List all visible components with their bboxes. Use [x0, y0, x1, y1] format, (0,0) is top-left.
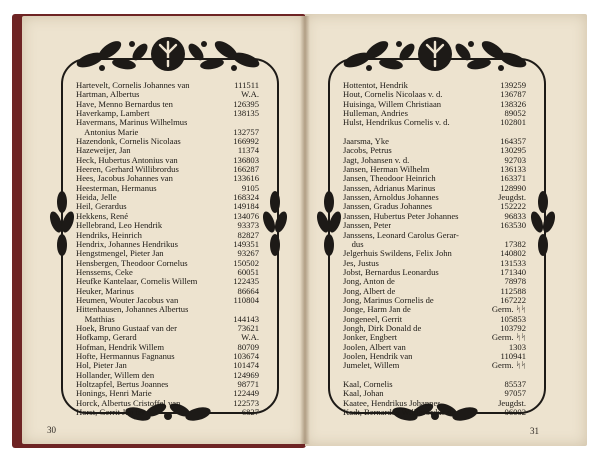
- entry-name: Janssen, Adrianus Marinus: [343, 183, 436, 193]
- right-side-leaf-ornament-icon: [529, 190, 557, 260]
- list-item: [343, 100, 526, 109]
- entry-name: Heuker, Marinus: [76, 286, 134, 296]
- entry-number: 102801: [500, 117, 526, 128]
- entry-name: Hazendonk, Cornelis Nicolaas: [76, 137, 181, 147]
- entry-number: 85537: [504, 379, 526, 389]
- entry-name: Heesterman, Hermanus: [76, 183, 157, 193]
- entry-number: 140802: [500, 248, 526, 259]
- entry-name: Jes, Justus: [343, 258, 379, 268]
- entry-number: 6827: [241, 407, 259, 418]
- entry-number: 80709: [237, 341, 259, 352]
- entry-number: 110804: [233, 294, 259, 305]
- list-item: [343, 146, 526, 155]
- entry-name: Hofte, Hermannus Fagnanus: [76, 351, 175, 361]
- list-item: [343, 399, 526, 408]
- entry-name: Honings, Henri Marie: [76, 389, 152, 399]
- list-item: [76, 315, 259, 324]
- entry-number: 167222: [500, 294, 526, 305]
- entry-name: Janssen, Peter: [343, 221, 392, 231]
- entry-number: 133616: [233, 173, 259, 184]
- list-item: [76, 287, 259, 296]
- list-item: [343, 315, 526, 324]
- list-item: [343, 174, 526, 183]
- list-item: [76, 231, 259, 240]
- entry-name: Hout, Cornelis Nicolaas v. d.: [343, 90, 443, 100]
- list-item: [76, 156, 259, 165]
- entry-number: 128990: [500, 182, 526, 193]
- entry-name: Kaatee, Hendrikus Johannes: [343, 398, 441, 408]
- entry-number: 105853: [500, 313, 526, 324]
- entry-number: 60051: [237, 266, 259, 277]
- entry-number: 101474: [233, 360, 259, 371]
- entry-name: Kaal, Johan: [343, 389, 384, 399]
- entry-name: Hollander, Willem den: [76, 370, 155, 380]
- list-item: [76, 165, 259, 174]
- entry-number: W.A.: [241, 332, 259, 343]
- list-item: [343, 81, 526, 90]
- entry-number: 96833: [504, 210, 526, 221]
- entry-name: Jobst, Bernardus Leonardus: [343, 267, 439, 277]
- entry-name: Jelgerhuis Swildens, Felix John: [343, 249, 452, 259]
- entry-number: 111511: [234, 80, 259, 90]
- list-item: [343, 408, 526, 417]
- entry-name: Jagt, Johansen v. d.: [343, 155, 410, 165]
- list-item: [343, 305, 526, 314]
- entry-number: 92703: [504, 154, 526, 165]
- entry-number: 134076: [233, 210, 259, 221]
- entry-number: 122435: [233, 276, 259, 287]
- list-item: [76, 305, 259, 314]
- entry-number: 78978: [504, 276, 526, 287]
- list-item: [76, 389, 259, 398]
- entry-number: 73621: [237, 322, 259, 333]
- entry-name: Heumen, Wouter Jacobus van: [76, 295, 179, 305]
- list-item: [343, 277, 526, 286]
- list-item: [76, 268, 259, 277]
- entry-name: Have, Menno Bernardus ten: [76, 99, 173, 109]
- list-item: [343, 90, 526, 99]
- list-item: [76, 324, 259, 333]
- entry-number: 93267: [237, 248, 259, 259]
- list-item: [76, 118, 259, 127]
- entry-name: Horck, Albertus Cristoffel van: [76, 398, 181, 408]
- entry-name: Janssen, Hubertus Peter Johannes: [343, 211, 459, 221]
- list-item: [343, 118, 526, 127]
- entry-name: Jansen, Theodoor Heinrich: [343, 174, 436, 184]
- entry-number: 82827: [237, 229, 259, 240]
- list-item: [76, 408, 259, 417]
- book-gutter: [300, 16, 310, 444]
- entry-number: 149184: [233, 201, 259, 212]
- list-item: [76, 399, 259, 408]
- entry-name: Hendriks, Heinrich: [76, 230, 142, 240]
- entry-number: 136133: [500, 164, 526, 175]
- list-item: [76, 361, 259, 370]
- entry-name: Hofman, Hendrik Willem: [76, 342, 165, 352]
- entry-number: 149351: [233, 238, 259, 249]
- entry-name: Hulleman, Andries: [343, 109, 408, 119]
- entry-number: 163371: [500, 173, 526, 184]
- entry-name: Holtzapfel, Bertus Joannes: [76, 380, 169, 389]
- entry-name: Jansen, Herman Wilhelm: [343, 165, 430, 175]
- entry-number: 144143: [233, 313, 259, 324]
- entry-number: 138135: [233, 108, 259, 119]
- entry-name: Joolen, Hendrik van: [343, 351, 413, 361]
- entry-number: 06002: [504, 407, 526, 418]
- entry-number: 98771: [237, 379, 259, 389]
- right-name-list: [343, 81, 526, 417]
- list-item: [343, 137, 526, 146]
- entry-number: 103792: [500, 322, 526, 333]
- entry-name: Hellebrand, Leo Hendrik: [76, 221, 163, 231]
- entry-name: dus: [343, 239, 364, 249]
- left-side-leaf-ornament-icon: [48, 190, 76, 260]
- entry-name: Kaal, Cornelis: [343, 380, 393, 389]
- entry-name: Jong, Anton de: [343, 277, 395, 287]
- entry-number: 86664: [237, 285, 259, 296]
- entry-number: 97057: [504, 388, 526, 399]
- entry-name: Jonker, Engbert: [343, 333, 398, 343]
- entry-name: Jacobs, Petrus: [343, 146, 392, 156]
- list-item: [343, 259, 526, 268]
- entry-number: 126395: [233, 98, 259, 109]
- list-item: [76, 109, 259, 118]
- list-item: [76, 249, 259, 258]
- entry-name: Henssems, Ceke: [76, 267, 133, 277]
- entry-name: Heida, Jelle: [76, 193, 117, 203]
- entry-name: Heeren, Gerhard Willibrordus: [76, 165, 179, 175]
- right-page-number: 31: [530, 426, 539, 436]
- entry-number: 110941: [500, 350, 526, 361]
- list-item: [76, 371, 259, 380]
- list-item: [343, 343, 526, 352]
- entry-name: Janssen, Gradus Johannes: [343, 202, 433, 212]
- list-item: [76, 296, 259, 305]
- list-item: [76, 137, 259, 146]
- entry-name: Antonius Marie: [76, 127, 139, 137]
- entry-number: 89052: [504, 108, 526, 119]
- entry-number: 112588: [500, 285, 526, 296]
- list-item: [76, 212, 259, 221]
- entry-name: Hottentot, Hendrik: [343, 81, 408, 90]
- entry-number: 1303: [508, 341, 526, 352]
- entry-number: 93373: [237, 220, 259, 231]
- list-item: [76, 90, 259, 99]
- left-page-number: 30: [47, 425, 56, 435]
- list-item: [76, 240, 259, 249]
- list-item: [76, 343, 259, 352]
- list-item: [76, 81, 259, 90]
- list-item: [76, 193, 259, 202]
- list-item: [76, 146, 259, 155]
- entry-number: Jeugdst.: [498, 397, 526, 408]
- entry-name: Hartman, Albertus: [76, 90, 140, 100]
- list-gap: [343, 128, 526, 137]
- entry-number: 124969: [233, 369, 259, 380]
- right-page-left-leaf-ornament-icon: [315, 190, 343, 260]
- entry-name: Janssens, Leonard Carolus Gerar-: [343, 230, 459, 240]
- entry-name: Hensbergen, Theodoor Cornelus: [76, 258, 188, 268]
- entry-number: 103674: [233, 350, 259, 361]
- list-gap: [343, 371, 526, 380]
- entry-name: Hees, Jacobus Johannes van: [76, 174, 173, 184]
- entry-name: Matthias: [76, 314, 115, 324]
- list-item: [76, 221, 259, 230]
- entry-name: Hittenhausen, Johannes Albertus: [76, 305, 189, 315]
- list-item: [343, 380, 526, 389]
- list-item: [76, 259, 259, 268]
- entry-number: 136803: [233, 154, 259, 165]
- entry-number: Germ. ᛋᛋ: [491, 332, 526, 343]
- list-item: [343, 212, 526, 221]
- entry-number: 9105: [241, 182, 259, 193]
- entry-number: 11374: [237, 145, 259, 156]
- entry-name: Heufke Kantelaar, Cornelis Willem: [76, 277, 198, 287]
- entry-number: 171340: [500, 266, 526, 277]
- entry-name: Huisinga, Willem Christiaan: [343, 99, 442, 109]
- entry-number: W.A.: [241, 89, 259, 100]
- entry-number: 166287: [233, 164, 259, 175]
- list-item: [76, 100, 259, 109]
- entry-name: Hol, Pieter Jan: [76, 361, 127, 371]
- list-item: [76, 277, 259, 286]
- list-item: [76, 128, 259, 137]
- entry-number: 168324: [233, 192, 259, 203]
- entry-name: Joolen, Albert van: [343, 342, 406, 352]
- entry-name: Hendrix, Johannes Hendrikus: [76, 239, 178, 249]
- entry-name: Hazeweijer, Jan: [76, 146, 131, 156]
- left-name-list: [76, 81, 259, 417]
- entry-number: 150502: [233, 257, 259, 268]
- list-item: [76, 174, 259, 183]
- entry-name: Jonge, Harm Jan de: [343, 305, 411, 315]
- entry-number: 136787: [500, 89, 526, 100]
- entry-name: Hengstmengel, Pieter Jan: [76, 249, 164, 259]
- list-item: [343, 202, 526, 211]
- entry-number: 130295: [500, 145, 526, 156]
- entry-name: Haverkamp, Lambert: [76, 109, 150, 119]
- entry-number: 122573: [233, 397, 259, 408]
- entry-number: Germ. ᛋᛋ: [491, 360, 526, 371]
- entry-name: Janssen, Arnoldus Johannes: [343, 193, 439, 203]
- list-item: [343, 361, 526, 370]
- list-item: [343, 109, 526, 118]
- entry-name: Horst, Gerrit Jan ter: [76, 408, 145, 418]
- list-item: [343, 221, 526, 230]
- entry-name: Kadt, Bernardus Willibrordus de: [343, 408, 456, 418]
- entry-name: Heil, Gerardus: [76, 202, 127, 212]
- entry-name: Jong, Marinus Cornelis de: [343, 295, 434, 305]
- entry-number: Germ. ᛋᛋ: [491, 304, 526, 315]
- entry-name: Jongh, Dirk Donald de: [343, 323, 422, 333]
- list-item: [76, 333, 259, 342]
- left-page-right-leaf-ornament-icon: [261, 190, 289, 260]
- entry-name: Jongeneel, Gerrit: [343, 314, 403, 324]
- entry-name: Jaarsma, Yke: [343, 137, 389, 147]
- entry-name: Hofkamp, Gerard: [76, 333, 137, 343]
- list-item: [343, 249, 526, 258]
- list-item: [343, 193, 526, 202]
- entry-name: Jumelet, Willem: [343, 361, 400, 371]
- entry-number: 131533: [500, 257, 526, 268]
- entry-number: Jeugdst.: [498, 192, 526, 203]
- list-item: [343, 156, 526, 165]
- entry-number: 163530: [500, 220, 526, 231]
- list-item: [343, 240, 526, 249]
- entry-name: Heck, Hubertus Antonius van: [76, 155, 178, 165]
- entry-number: 164357: [500, 136, 526, 147]
- entry-number: 152222: [500, 201, 526, 212]
- entry-number: 139259: [500, 80, 526, 90]
- entry-number: 122449: [233, 388, 259, 399]
- list-item: [343, 268, 526, 277]
- list-item: [76, 352, 259, 361]
- list-item: [76, 380, 259, 389]
- list-item: [343, 231, 526, 240]
- entry-number: 17382: [504, 238, 526, 249]
- entry-name: Hekkens, René: [76, 211, 129, 221]
- list-item: [76, 202, 259, 211]
- entry-name: Jong, Albert de: [343, 286, 396, 296]
- entry-name: Hulst, Hendrikus Cornelis v. d.: [343, 118, 450, 128]
- list-item: [343, 287, 526, 296]
- entry-name: Hartevelt, Cornelis Johannes van: [76, 81, 190, 90]
- list-item: [343, 333, 526, 342]
- list-item: [343, 165, 526, 174]
- list-item: [76, 184, 259, 193]
- entry-name: Havermans, Marinus Wilhelmus: [76, 118, 188, 128]
- entry-number: 166992: [233, 136, 259, 147]
- entry-name: Hoek, Bruno Gustaaf van der: [76, 323, 177, 333]
- entry-number: 132757: [233, 126, 259, 137]
- entry-number: 138326: [500, 98, 526, 109]
